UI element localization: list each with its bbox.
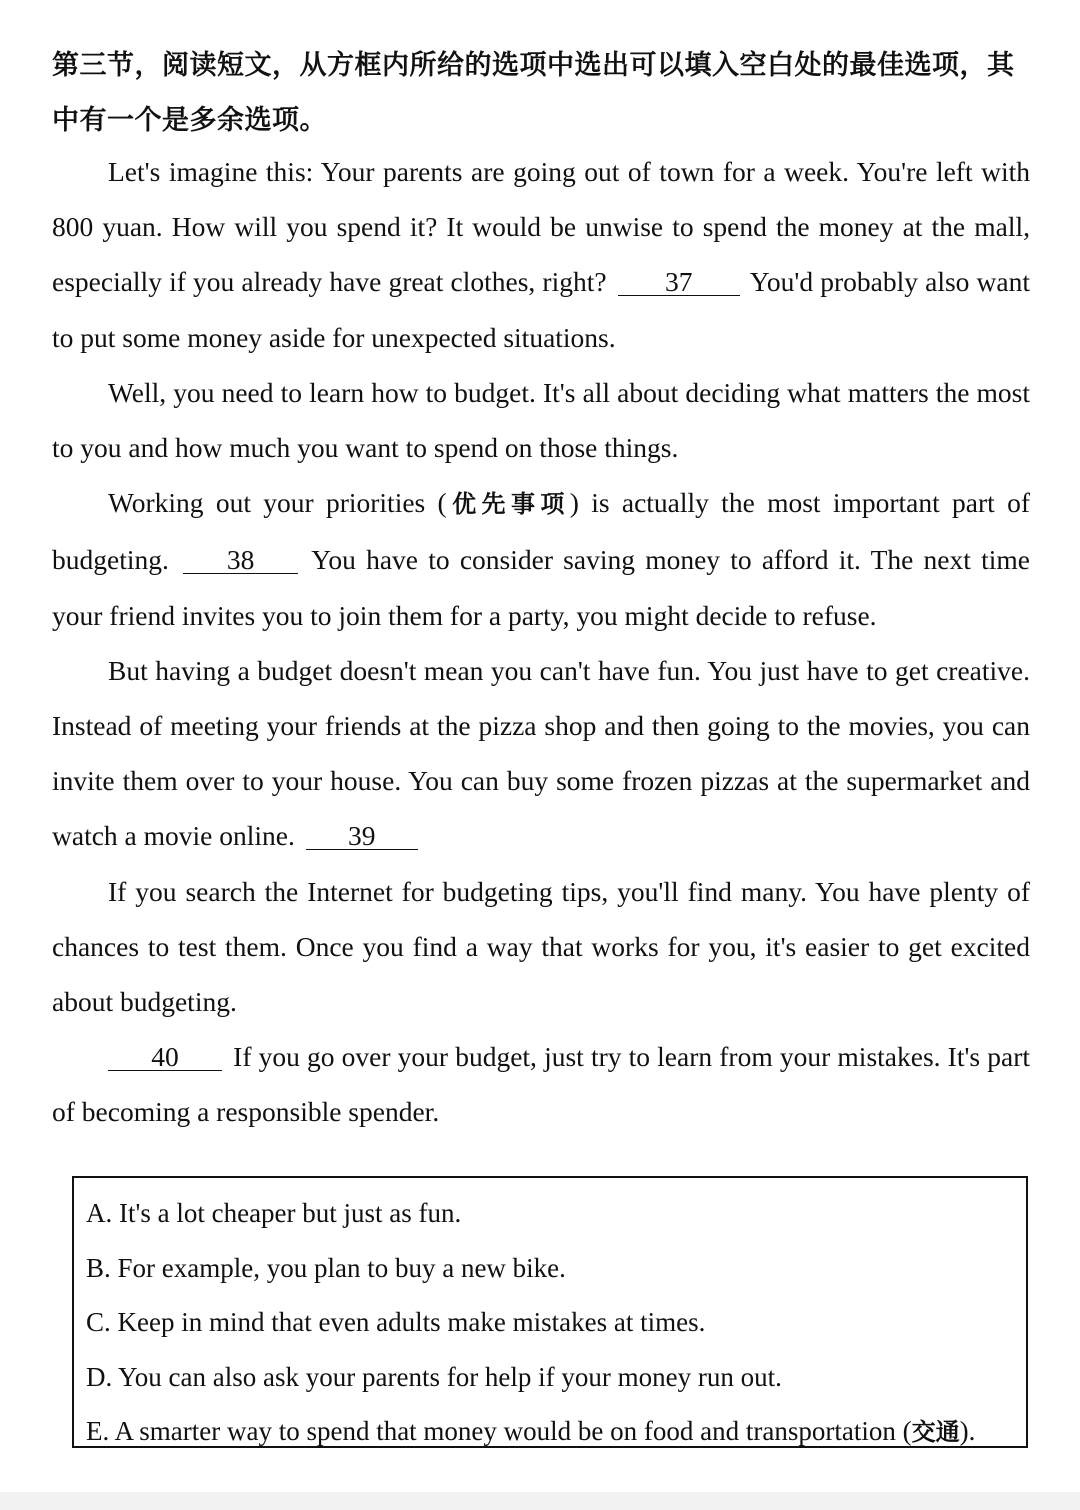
option-b[interactable]: B. For example, you plan to buy a new bike. [86, 1252, 566, 1283]
blank-40[interactable]: 40 [108, 1044, 222, 1071]
options-box [72, 1176, 1028, 1448]
section-instruction: 第三节，阅读短文，从方框内所给的选项中选出可以填入空白处的最佳选项，其中有一个是多余选项。 [52, 50, 1015, 136]
option-c[interactable]: C. Keep in mind that even adults make mistakes at times. [86, 1307, 706, 1337]
blank-37[interactable]: 37 [618, 269, 740, 296]
paragraph-3 [52, 475, 1030, 643]
option-a[interactable]: A. It's a lot cheaper but just as fun. [86, 1198, 462, 1228]
blank-39[interactable]: 39 [306, 823, 418, 850]
paragraph-4-text: But having a budget doesn't mean you can't have fun. You just have to get creative. Instead of meeting your friends at the pizza shop and then going to the movies, you can invite them over to your house. You can buy some frozen pizzas at the supermarket and watch a movie online. [52, 654, 1030, 852]
paragraph-1 [52, 144, 1030, 365]
page-bottom-shade [0, 1492, 1080, 1510]
blank-38[interactable]: 38 [183, 547, 298, 574]
paragraph-3-text: Working out your priorities ( [108, 487, 447, 519]
paragraph-2: Well, you need to learn how to budget. It's all about deciding what matters the most to you and how much you want to spend on those things. [52, 376, 1030, 464]
paragraph-3-cjk: 优先事项 [446, 490, 570, 519]
option-e-cjk: 交通 [911, 1418, 960, 1446]
paragraph-3-text-mid: ) is actually the most important part of budgeting. [52, 487, 1031, 576]
paragraph-6 [52, 1029, 1030, 1139]
option-e[interactable] [86, 1404, 1014, 1460]
paragraph-1-text: Let's imagine this: Your parents are going out of town for a week. You're left with 800 yuan. How will you spend it? It would be unwise to spend the money at the mall, especially if you already have great clothes, right? [52, 156, 1030, 298]
paragraph-6-text: If you go over your budget, just try to learn from your mistakes. It's part of becoming a responsible spender. [52, 1041, 1031, 1128]
paragraph-4 [52, 643, 1030, 864]
paragraph-1-text-end: You'd probably also want to put some money aside for unexpected situations. [52, 266, 1030, 353]
reading-passage [52, 144, 1030, 1140]
paragraph-5: If you search the Internet for budgeting tips, you'll find many. You have plenty of chances to test them. Once you find a way that works for you, it's easier to get excited about budgeting. [52, 875, 1030, 1018]
option-e-end: ). [959, 1416, 976, 1446]
option-e-text: E. A smarter way to spend that money would be on food and transportation ( [86, 1416, 912, 1446]
paragraph-3-text-end: You have to consider saving money to afford it. The next time your friend invites you to join them for a party, you might decide to refuse. [52, 544, 1030, 631]
option-d[interactable]: D. You can also ask your parents for help if your money run out. [86, 1361, 782, 1392]
